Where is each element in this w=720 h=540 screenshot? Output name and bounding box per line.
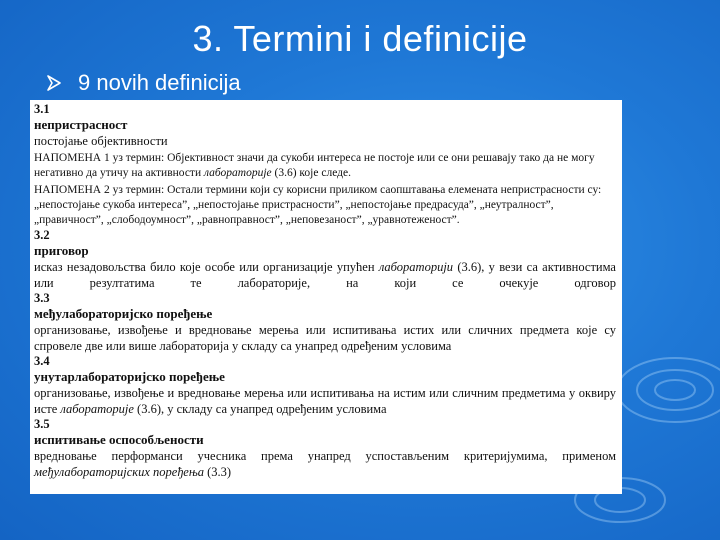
entry-definition: постојање објективности <box>34 134 168 148</box>
document-excerpt <box>30 100 622 494</box>
entry-term: унутарлабораторијско поређење <box>34 369 225 384</box>
entry-definition: организовање, извођење и вредновање мерења или испитивања на истим или сличним предметима у оквиру исте лабораторије (3.6), у складу са унапред одређеним условима <box>34 386 616 416</box>
entry-term: приговор <box>34 243 89 258</box>
entry-term: међулабораторијско поређење <box>34 306 213 321</box>
definition-3-1 <box>34 102 616 228</box>
definition-3-2 <box>34 228 616 291</box>
entry-term: испитивање оспособљености <box>34 432 204 447</box>
entry-definition: исказ незадовољства било које особе или организације упућен лабораторији (3.6), у вези са активностима или резултатима те лабораторије, на који се очекује одговор <box>34 260 616 290</box>
entry-term: непристрасност <box>34 117 128 132</box>
bullet-item <box>46 70 241 96</box>
entry-number: 3.2 <box>34 228 50 242</box>
definition-3-5 <box>34 417 616 480</box>
entry-definition: вредновање перформанси учесника према унапред успостављеним критеријумима, применом међулабораторијских поређења (3.3) <box>34 449 616 479</box>
entry-number: 3.4 <box>34 354 50 368</box>
entry-number: 3.3 <box>34 291 50 305</box>
definition-3-4 <box>34 354 616 417</box>
slide-title: 3. Termini i definicije <box>192 18 528 59</box>
arrow-bullet-icon <box>46 75 62 91</box>
definition-3-3 <box>34 291 616 354</box>
entry-number: 3.1 <box>34 102 50 116</box>
entry-number: 3.5 <box>34 417 50 431</box>
entry-note-2: НАПОМЕНА 2 уз термин: Остали термини који су корисни приликом саопштавања елемената непристрасности су: „непостојање сукоба интереса”, „непостојање пристрасности”, „непостојање предрасуда”, „неутралност”, „правичност”, „слободоумност”, „равноправност”, „неповезаност”, „уравнотеженост”. <box>34 184 602 226</box>
bullet-text: 9 novih definicija <box>78 70 241 95</box>
entry-note-1: НАПОМЕНА 1 уз термин: Објективност значи да сукоби интереса не постоје или се они решавају тако да не могу негативно да утичу на активности лабораторије (3.6) које следе. <box>34 152 595 179</box>
entry-definition: организовање, извођење и вредновање мерења или испитивања истих или сличних предмета које су спровеле две или више лабораторија у складу са унапред одређеним условима <box>34 323 616 353</box>
